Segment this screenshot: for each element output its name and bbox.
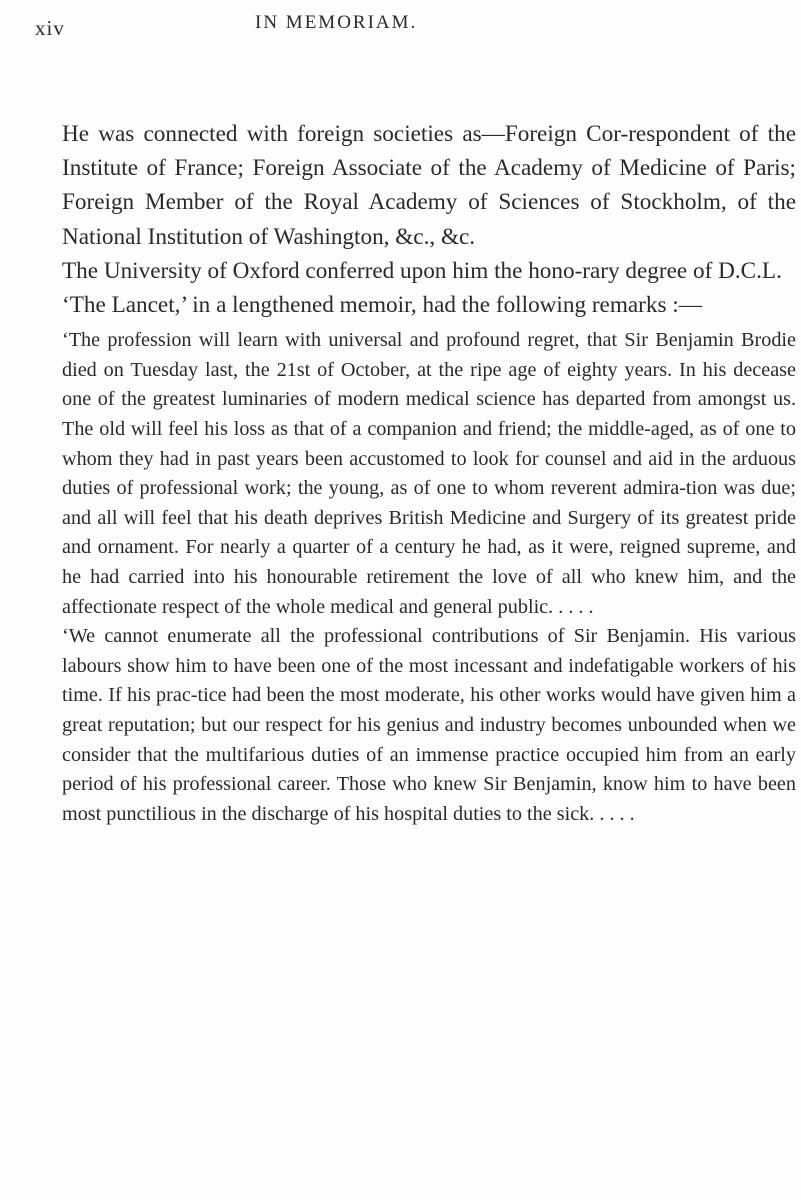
paragraph-foreign-societies: He was connected with foreign societies as—Foreign Cor-respondent of the Institute of France; Foreign Associate of the Academy of Medicine of Paris; Foreign Member of the Royal Academy of Sciences of Stockholm, of the National Institution of Washington, &c., &c. bbox=[62, 121, 796, 250]
paragraph-lancet-intro: ‘The Lancet,’ in a lengthened memoir, had the following remarks :— bbox=[62, 292, 702, 319]
body-text bbox=[62, 117, 796, 829]
page-header bbox=[0, 12, 801, 52]
main-text-block bbox=[62, 117, 796, 322]
running-head: IN MEMORIAM. bbox=[255, 12, 418, 33]
quote-paragraph-regret: ‘The profession will learn with universal and profound regret, that Sir Benjamin Brodie died on Tuesday last, the 21st of October, at the ripe age of eighty years. In his decease one of the greatest luminaries of modern medical science has departed from amongst us. The old will feel his loss as that of a companion and friend; the middle-aged, as of one to whom they had in past years been accustomed to look for counsel and aid in the arduous duties of professional work; the young, as of one to whom reverent admira-tion was due; and all will feel that his death deprives British Medicine and Surgery of its greatest pride and ornament. For nearly a quarter of a century he had, as it were, reigned supreme, and he had carried into his honourable retirement the love of all who knew him, and the affectionate respect of the whole medical and general public. . . . . bbox=[62, 329, 796, 618]
page-number: xiv bbox=[35, 16, 65, 40]
paragraph-oxford-degree: The University of Oxford conferred upon him the hono-rary degree of D.C.L. bbox=[62, 257, 782, 284]
lancet-quotation bbox=[62, 326, 796, 829]
quote-paragraph-contributions: ‘We cannot enumerate all the professional contributions of Sir Benjamin. His various labours show him to have been one of the most incessant and indefatigable workers of his time. If his prac-tice had been the most moderate, his other works would have given him a great reputation; but our respect for his genius and industry becomes unbounded when we consider that the multifarious duties of an immense practice occupied him from an early period of his professional career. Those who knew Sir Benjamin, know him to have been most punctilious in the discharge of his hospital duties to the sick. . . . . bbox=[62, 625, 796, 825]
